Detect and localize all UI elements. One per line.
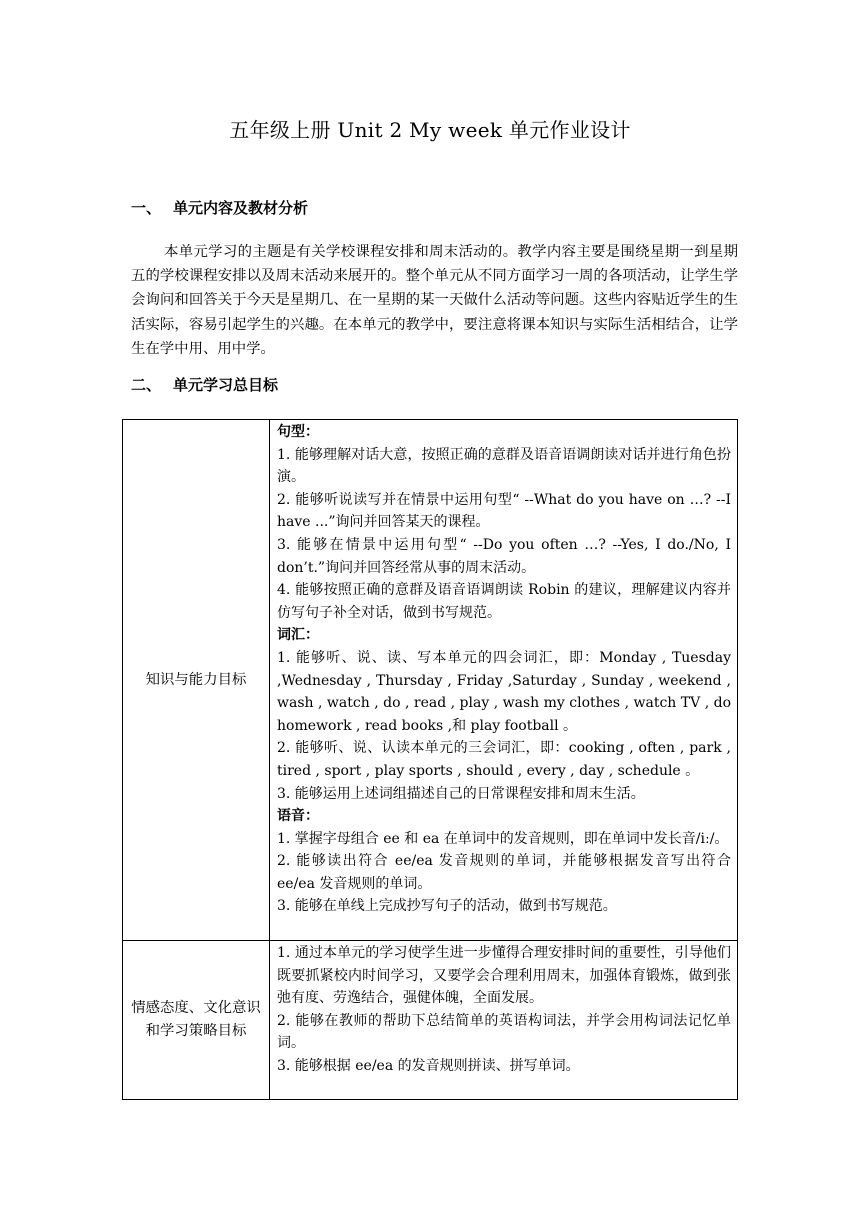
document-title: 五年级上册 Unit 2 My week 单元作业设计 xyxy=(229,118,631,142)
section-heading-text: 单元学习总目标 xyxy=(173,376,279,394)
section-number: 二、 xyxy=(131,376,162,394)
list-item: 2. 能够读出符合 ee/ea 发音规则的单词，并能够根据发音写出符合 ee/ea 发音规则的单词。 xyxy=(277,853,731,892)
section-heading-unit-goals xyxy=(131,374,278,395)
section-heading-content-analysis xyxy=(131,197,308,218)
intro-paragraph: 本单元学习的主题是有关学校课程安排和周末活动的。教学内容主要是围绕星期一到星期五的学校课程安排以及周末活动来展开的。整个单元从不同方面学习一周的各项活动，让学生学会询问和回答关于今天是星期几、在一星期的某一天做什么活动等问题。这些内容贴近学生的生活实际，容易引起学生的兴趣。在本单元的教学中，要注意将课本知识与实际生活相结合，让学生在学中用、用中学。 xyxy=(131,244,738,357)
row-content-knowledge-ability xyxy=(270,420,738,941)
list-item: 3. 能够在单线上完成抄写句子的活动，做到书写规范。 xyxy=(277,898,617,915)
section-number: 一、 xyxy=(131,199,162,217)
list-item: 2. 能够听、说、认读本单元的三会词汇，即：cooking , often , park , tired , sport , play sports , should , every , day , schedule 。 xyxy=(277,740,731,779)
table-row xyxy=(123,420,738,941)
subtitle-phonics: 语音： xyxy=(277,808,319,825)
section-heading-text: 单元内容及教材分析 xyxy=(173,199,309,217)
row-label-emotion-culture-strategy: 情感态度、文化意识和学习策略目标 xyxy=(123,941,270,1100)
list-item: 3. 能够在情景中运用句型“ --Do you often …? --Yes, I do./No, I don’t.”询问并回答经常从事的周末活动。 xyxy=(277,536,731,576)
list-item: 2. 能够听说读写并在情景中运用句型“ --What do you have on …? --I have ...”询问并回答某天的课程。 xyxy=(277,491,731,531)
list-item: 1. 通过本单元的学习使学生进一步懂得合理安排时间的重要性，引导他们既要抓紧校内时间学习，又要学会合理利用周末，加强体育锻炼，做到张弛有度、劳逸结合，强健体魄，全面发展。 xyxy=(277,945,731,1007)
subtitle-sentence-patterns: 句型： xyxy=(277,424,319,440)
subtitle-vocabulary: 词汇： xyxy=(277,627,319,644)
row-content-emotion-culture-strategy xyxy=(270,941,738,1100)
table-row xyxy=(123,941,738,1100)
list-item: 4. 能够按照正确的意群及语音语调朗读 Robin 的建议，理解建议内容并仿写句子补全对话，做到书写规范。 xyxy=(277,582,731,621)
list-item: 1. 能够听、说、读、写本单元的四会词汇，即：Monday , Tuesday ,Wednesday , Thursday , Friday ,Saturday , Sunday , weekend , wash , watch , do , read , play , wash my clothes , watch TV , do homework , read books ,和 play football 。 xyxy=(277,649,731,734)
list-item: 3. 能够运用上述词组描述自己的日常课程安排和周末生活。 xyxy=(277,785,645,802)
list-item: 3. 能够根据 ee/ea 的发音规则拼读、拼写单词。 xyxy=(277,1057,580,1074)
list-item: 1. 掌握字母组合 ee 和 ea 在单词中的发音规则，即在单词中发长音/iː/。 xyxy=(277,830,729,847)
list-item: 1. 能够理解对话大意，按照正确的意群及语音语调朗读对话并进行角色扮演。 xyxy=(277,446,731,486)
list-item: 2. 能够在教师的帮助下总结简单的英语构词法，并学会用构词法记忆单词。 xyxy=(277,1012,731,1052)
row-label-knowledge-ability: 知识与能力目标 xyxy=(123,420,270,941)
goals-table xyxy=(122,419,738,1100)
